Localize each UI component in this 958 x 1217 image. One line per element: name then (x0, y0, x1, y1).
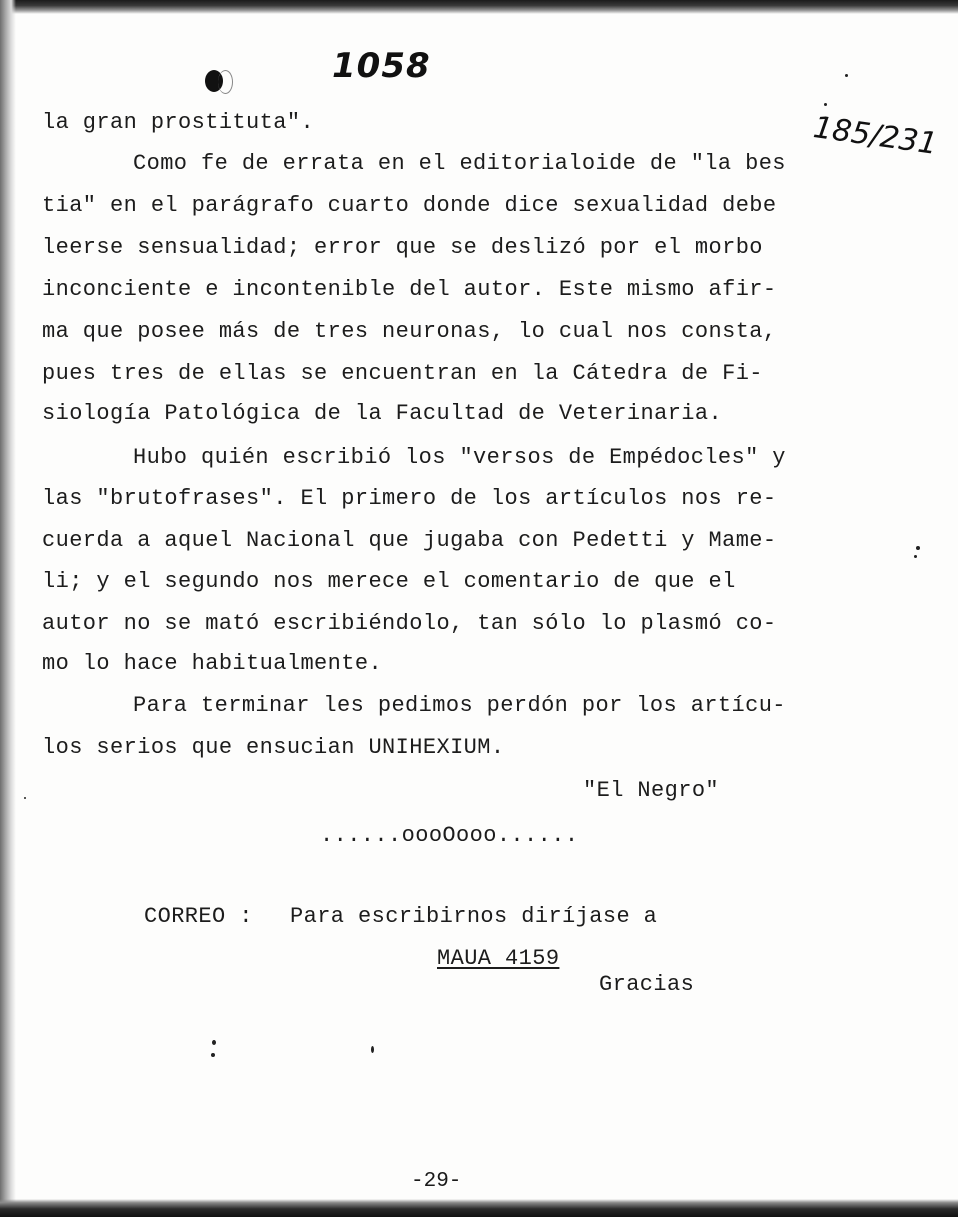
scan-speck (824, 103, 827, 106)
text-line-9: Hubo quién escribió los "versos de Empédocles" y (133, 445, 786, 470)
mail-address: MAUA 4159 (437, 946, 560, 971)
text-line-12: li; y el segundo nos merece el comentario de que el (42, 569, 736, 594)
text-line-16: los serios que ensucian UNIHEXIUM. (42, 735, 505, 760)
scan-speck (371, 1046, 374, 1053)
text-line-15: Para terminar les pedimos perdón por los artícu- (133, 693, 786, 718)
text-line-5: inconciente e incontenible del autor. Este mismo afir- (42, 277, 777, 302)
text-line-8: siología Patológica de la Facultad de Veterinaria. (42, 401, 723, 426)
text-line-14: mo lo hace habitualmente. (42, 651, 383, 676)
scan-edge-top (0, 0, 958, 14)
handwritten-reference: 185/231 (811, 110, 940, 163)
text-line-2: Como fe de errata en el editorialoide de "la bes (133, 151, 786, 176)
page-number: -29- (411, 1170, 462, 1193)
text-line-3: tia" en el parágrafo cuarto donde dice sexualidad debe (42, 193, 777, 218)
text-line-4: leerse sensualidad; error que se deslizó por el morbo (42, 235, 763, 260)
text-line-6: ma que posee más de tres neuronas, lo cual nos consta, (42, 319, 777, 344)
correo-text: Para escribirnos diríjase a (290, 904, 658, 929)
signature: "El Negro" (583, 778, 720, 803)
text-line-11: cuerda a aquel Nacional que jugaba con Pedetti y Mame- (42, 528, 777, 553)
correo-label: CORREO : (144, 904, 253, 929)
scan-speck (914, 555, 917, 558)
thanks-text: Gracias (599, 972, 695, 997)
text-line-1: la gran prostituta". (42, 110, 315, 135)
scan-speck (211, 1053, 215, 1057)
handwritten-page-number: 1058 (332, 46, 431, 86)
punch-hole-ring (218, 70, 233, 94)
scan-edge-bottom (0, 1199, 958, 1217)
text-line-13: autor no se mató escribiéndolo, tan sólo lo plasmó co- (42, 611, 777, 636)
text-line-7: pues tres de ellas se encuentran en la Cátedra de Fi- (42, 361, 763, 386)
scan-speck (845, 74, 848, 77)
text-line-10: las "brutofrases". El primero de los artículos nos re- (42, 486, 777, 511)
scan-speck (212, 1040, 216, 1045)
separator-ornament: ......oooOooo...... (320, 823, 579, 848)
scan-speck (916, 546, 920, 550)
scan-edge-left (0, 0, 16, 1217)
scan-speck (24, 797, 26, 799)
